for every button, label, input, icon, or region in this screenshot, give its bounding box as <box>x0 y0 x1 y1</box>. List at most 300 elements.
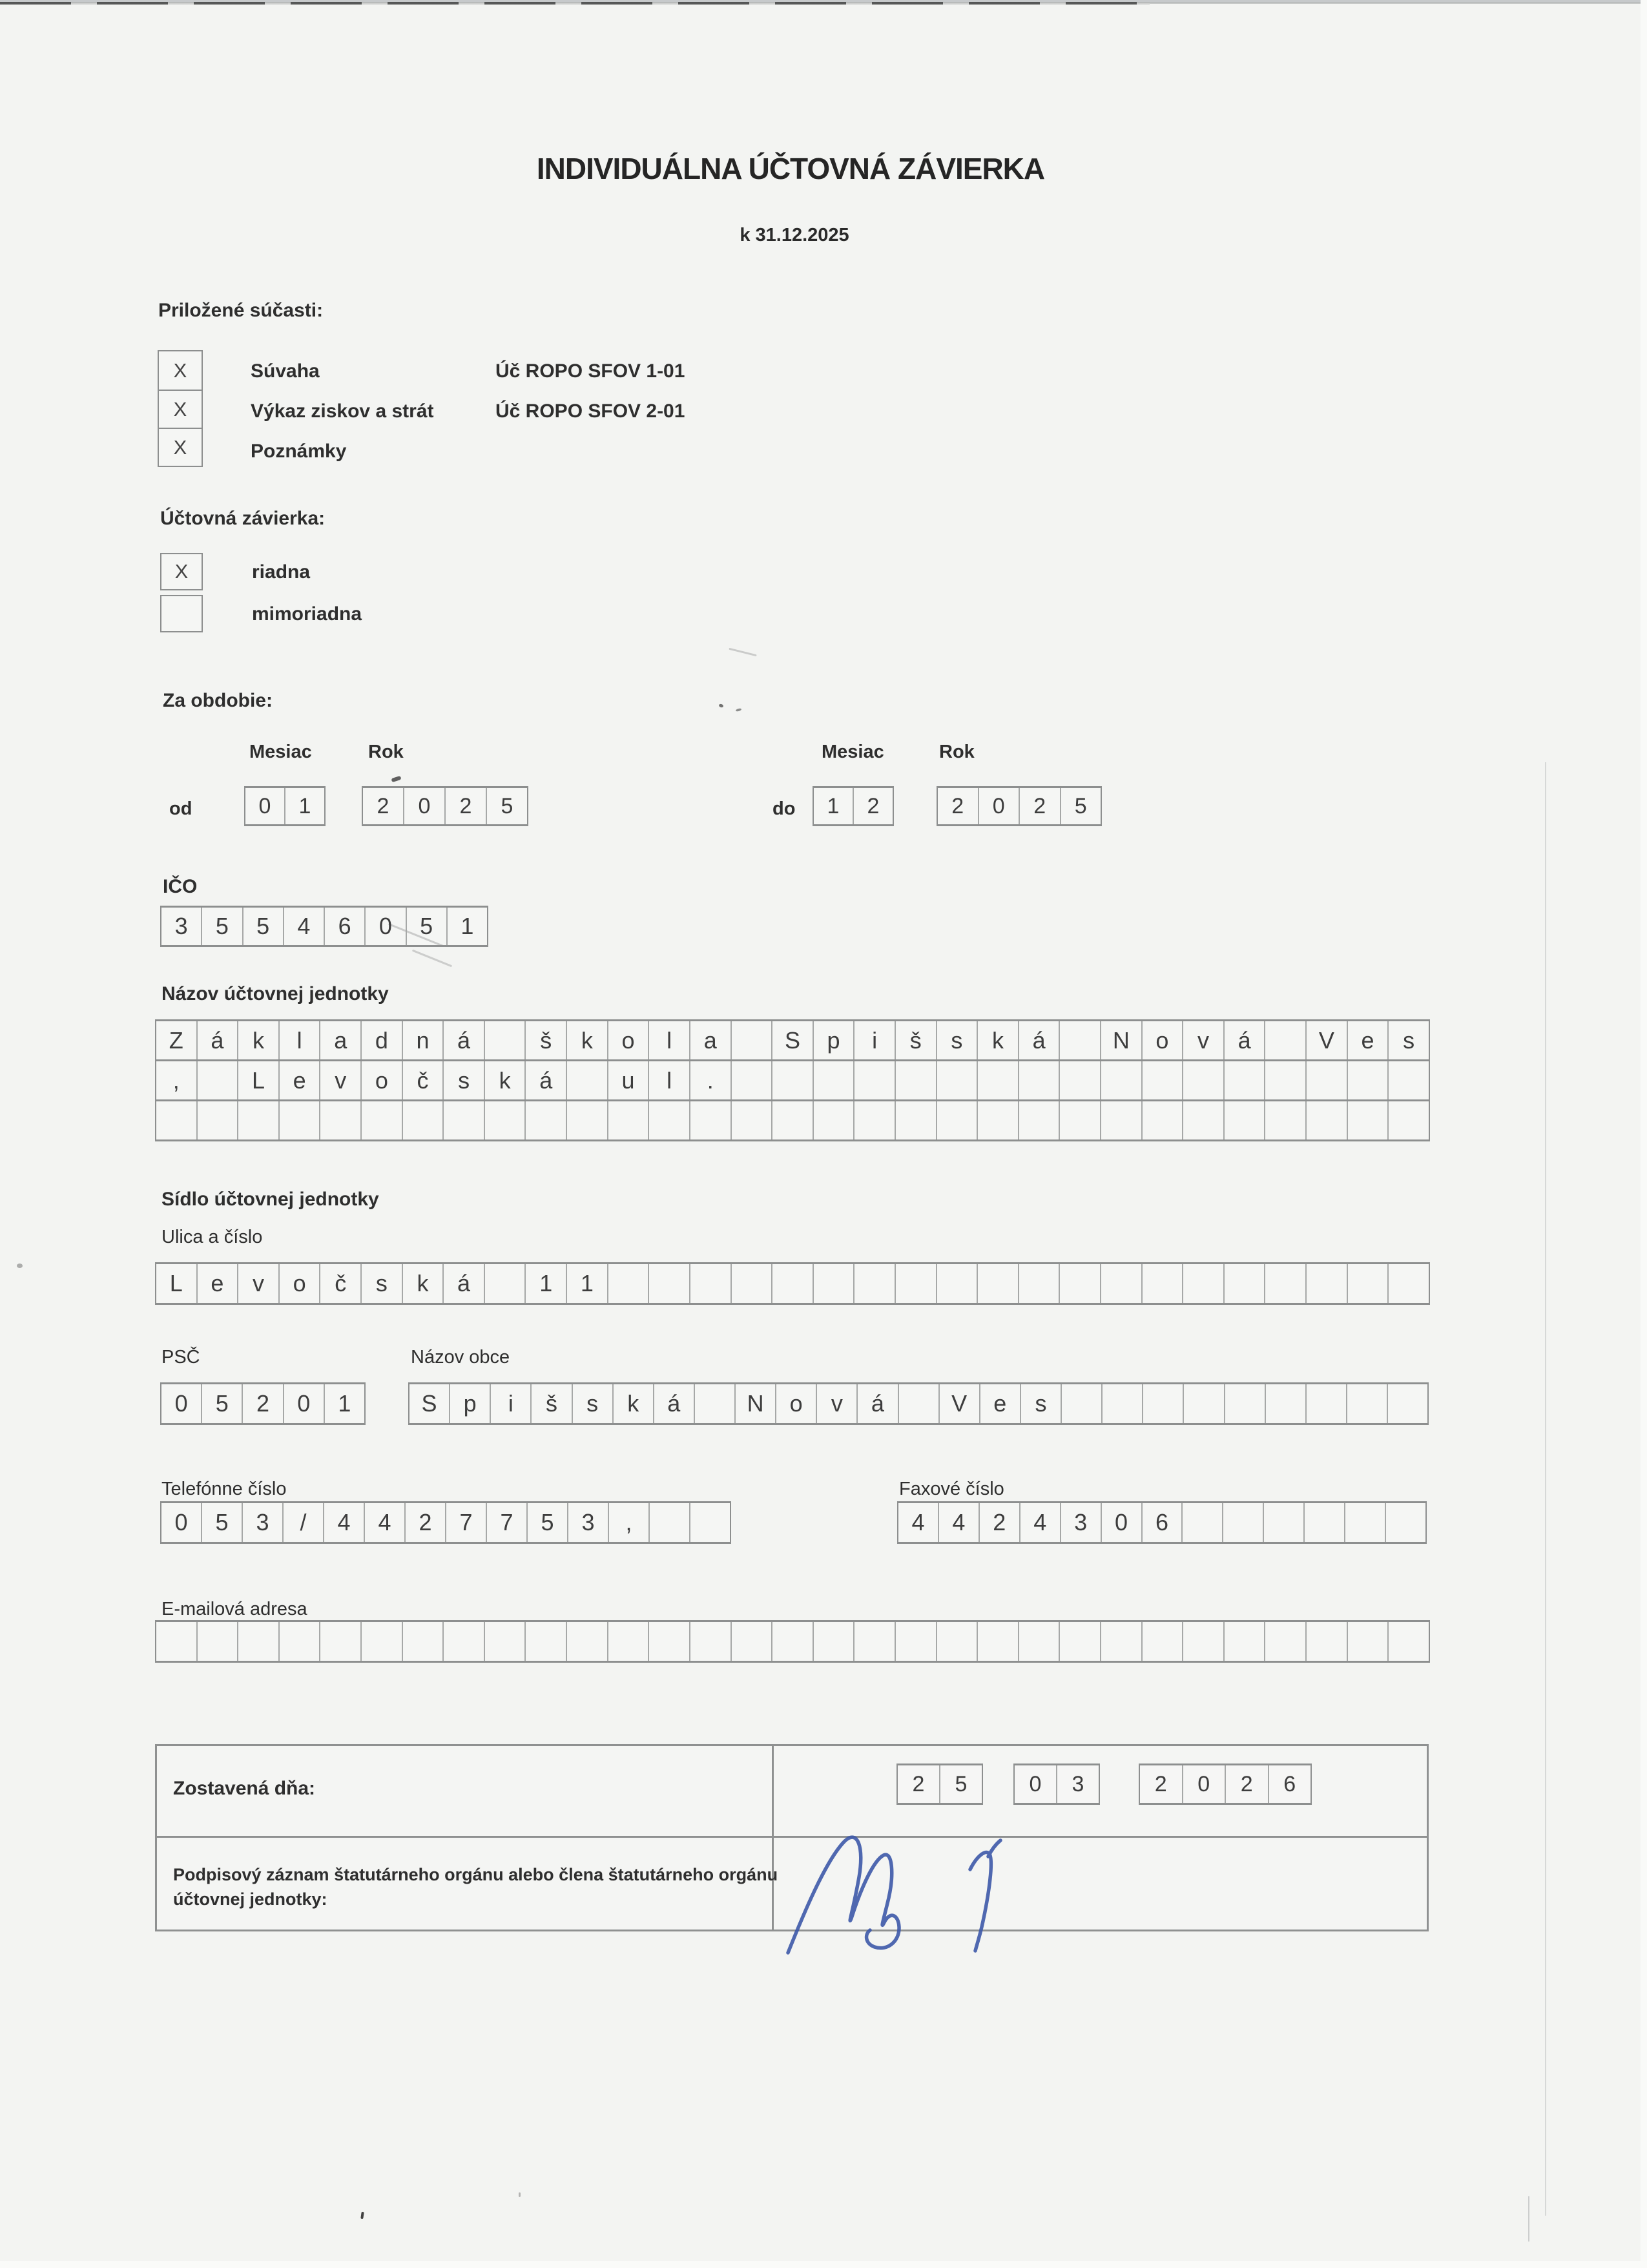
char-cell: 5 <box>201 1503 242 1542</box>
char-cell <box>1387 1384 1427 1423</box>
char-cell <box>607 1622 648 1661</box>
char-cell: 5 <box>486 788 527 824</box>
char-cell: , <box>608 1503 648 1542</box>
char-cell <box>607 1101 648 1139</box>
scan-artifact-speck <box>718 703 723 708</box>
char-cell: 2 <box>242 1384 282 1423</box>
char-cell <box>853 1264 895 1303</box>
char-cell <box>1141 1622 1183 1661</box>
char-cell: L <box>237 1061 278 1099</box>
char-cell: o <box>1141 1021 1183 1059</box>
char-cell <box>1223 1101 1265 1139</box>
char-cell: / <box>282 1503 323 1542</box>
char-cell <box>1101 1384 1142 1423</box>
char-cell: k <box>977 1021 1018 1059</box>
char-cell <box>936 1101 977 1139</box>
char-cell <box>689 1622 730 1661</box>
char-cell: 2 <box>1019 788 1060 824</box>
char-cell <box>771 1061 813 1099</box>
entity-name-row1-grid <box>155 1019 1430 1061</box>
scan-artifact-line <box>1545 762 1546 2216</box>
char-cell <box>1223 1061 1265 1099</box>
char-cell <box>402 1622 443 1661</box>
char-cell: 2 <box>1225 1765 1268 1803</box>
char-cell <box>1263 1503 1303 1542</box>
char-cell: á <box>653 1384 694 1423</box>
char-cell: a <box>689 1021 730 1059</box>
attachment-label-vykaz: Výkaz ziskov a strát <box>251 401 434 422</box>
char-cell: s <box>442 1061 484 1099</box>
char-cell: 0 <box>1182 1765 1225 1803</box>
char-cell <box>853 1101 895 1139</box>
char-cell <box>1018 1264 1059 1303</box>
char-cell <box>1346 1384 1387 1423</box>
char-cell <box>1100 1264 1141 1303</box>
entity-name-row3-grid <box>155 1099 1430 1141</box>
char-cell: a <box>319 1021 360 1059</box>
char-cell: 0 <box>174 1509 188 1535</box>
char-cell <box>1344 1503 1385 1542</box>
char-cell: 2 <box>404 1503 445 1542</box>
char-cell <box>1181 1503 1222 1542</box>
char-cell <box>1183 1384 1223 1423</box>
char-cell: č <box>402 1061 443 1099</box>
char-cell: k <box>566 1021 607 1059</box>
city-grid <box>408 1382 1429 1425</box>
char-cell <box>196 1622 238 1661</box>
label-mimoriadna: mimoriadna <box>252 603 362 625</box>
char-cell <box>895 1101 936 1139</box>
char-cell: 2 <box>912 1771 925 1796</box>
char-cell: š <box>530 1384 571 1423</box>
char-cell: 0 <box>258 793 271 818</box>
char-cell: 1 <box>566 1264 607 1303</box>
scan-artifact-speck <box>360 2212 364 2219</box>
char-cell <box>278 1101 320 1139</box>
char-cell: š <box>895 1021 936 1059</box>
email-grid <box>155 1620 1430 1663</box>
char-cell: p <box>449 1384 490 1423</box>
char-cell <box>1303 1503 1344 1542</box>
char-cell <box>1100 1061 1141 1099</box>
char-cell <box>694 1384 734 1423</box>
char-cell <box>196 1061 238 1099</box>
char-cell <box>648 1503 689 1542</box>
attachments-checkbox-column <box>158 350 203 467</box>
zip-grid <box>160 1382 366 1425</box>
char-cell <box>402 1101 443 1139</box>
char-cell: o <box>278 1264 320 1303</box>
char-cell <box>484 1622 525 1661</box>
char-cell <box>1387 1061 1429 1099</box>
char-cell <box>1347 1101 1388 1139</box>
char-cell: k <box>484 1061 525 1099</box>
char-cell <box>1264 1101 1305 1139</box>
char-cell: 5 <box>526 1503 567 1542</box>
char-cell: o <box>360 1061 402 1099</box>
attachment-label-poznamky: Poznámky <box>251 441 347 462</box>
scan-artifact-bottom-strip <box>0 2261 1647 2268</box>
char-cell: 0 <box>978 788 1019 824</box>
char-cell <box>895 1264 936 1303</box>
char-cell <box>1059 1021 1100 1059</box>
char-cell <box>730 1264 772 1303</box>
char-cell <box>484 1101 525 1139</box>
char-cell: 2 <box>951 793 964 818</box>
char-cell <box>360 1622 402 1661</box>
scan-artifact-top-edge-line <box>0 2 1150 5</box>
char-cell <box>689 1264 730 1303</box>
char-cell <box>1264 1622 1305 1661</box>
char-cell <box>1182 1101 1223 1139</box>
char-cell <box>196 1101 238 1139</box>
char-cell: s <box>360 1264 402 1303</box>
attachment-code-vykaz: Úč ROPO SFOV 2-01 <box>495 401 685 422</box>
char-cell: Z <box>169 1026 183 1054</box>
char-cell <box>1182 1622 1223 1661</box>
char-cell <box>853 1061 895 1099</box>
char-cell <box>1305 1384 1346 1423</box>
char-cell: . <box>689 1061 730 1099</box>
char-cell <box>1018 1061 1059 1099</box>
char-cell <box>730 1622 772 1661</box>
char-cell: e <box>1347 1021 1388 1059</box>
char-cell <box>730 1061 772 1099</box>
char-cell <box>895 1622 936 1661</box>
table-horizontal-divider <box>157 1836 1427 1838</box>
char-cell: 5 <box>406 908 446 945</box>
ico-label: IČO <box>163 876 198 897</box>
as-of-date: k 31.12.2025 <box>740 225 849 245</box>
char-cell: p <box>813 1021 854 1059</box>
char-cell: 5 <box>242 908 283 945</box>
char-cell <box>977 1264 1018 1303</box>
char-cell: i <box>490 1384 530 1423</box>
zip-label: PSČ <box>161 1347 200 1368</box>
char-cell <box>1305 1264 1347 1303</box>
char-cell: 5 <box>201 908 242 945</box>
char-cell: e <box>278 1061 320 1099</box>
char-cell <box>1059 1622 1100 1661</box>
ico-grid <box>160 906 488 947</box>
char-cell: 2 <box>1154 1771 1167 1796</box>
to-year-grid <box>937 786 1102 826</box>
char-cell <box>1018 1101 1059 1139</box>
char-cell: á <box>856 1384 897 1423</box>
char-cell: e <box>196 1264 238 1303</box>
checkbox-poznamky: X <box>159 428 202 466</box>
char-cell: á <box>442 1264 484 1303</box>
signature-label-line2: účtovnej jednotky: <box>173 1889 327 1909</box>
phone-label: Telefónne číslo <box>161 1479 287 1499</box>
char-cell: l <box>278 1021 320 1059</box>
char-cell: 5 <box>201 1384 242 1423</box>
from-month-label: Mesiac <box>249 742 312 762</box>
scan-artifact-dot <box>17 1264 23 1268</box>
char-cell: 6 <box>324 908 364 945</box>
char-cell: 4 <box>911 1509 925 1535</box>
char-cell: s <box>936 1021 977 1059</box>
char-cell <box>237 1101 278 1139</box>
char-cell: á <box>1018 1021 1059 1059</box>
to-year-label: Rok <box>939 742 975 762</box>
char-cell: 0 <box>1101 1503 1141 1542</box>
char-cell <box>813 1264 854 1303</box>
char-cell: 3 <box>567 1503 608 1542</box>
char-cell <box>771 1264 813 1303</box>
drawn-up-day-grid <box>896 1763 983 1805</box>
char-cell: o <box>607 1021 648 1059</box>
scan-artifact-right-strip <box>1641 0 1647 2268</box>
char-cell: 2 <box>444 788 486 824</box>
char-cell <box>1264 1061 1305 1099</box>
checkbox-mimoriadna <box>160 595 203 632</box>
phone-grid <box>160 1501 731 1544</box>
from-year-label: Rok <box>368 742 404 762</box>
char-cell: 2 <box>377 793 389 818</box>
scan-artifact-smudge <box>412 950 452 968</box>
char-cell <box>813 1622 854 1661</box>
fax-grid <box>897 1501 1427 1544</box>
char-cell <box>1141 1061 1183 1099</box>
char-cell <box>813 1101 854 1139</box>
char-cell <box>1387 1101 1429 1139</box>
char-cell <box>1305 1101 1347 1139</box>
char-cell: 4 <box>283 908 324 945</box>
char-cell: 1 <box>284 788 324 824</box>
char-cell: e <box>979 1384 1020 1423</box>
char-cell <box>1265 1384 1305 1423</box>
char-cell: 4 <box>1019 1503 1060 1542</box>
char-cell <box>689 1503 730 1542</box>
checkbox-riadna: X <box>160 553 203 590</box>
char-cell: v <box>319 1061 360 1099</box>
char-cell <box>689 1101 730 1139</box>
char-cell <box>1224 1384 1265 1423</box>
char-cell: l <box>648 1021 689 1059</box>
char-cell: á <box>524 1061 566 1099</box>
char-cell <box>1223 1264 1265 1303</box>
signature-label-line1: Podpisový záznam štatutárneho orgánu alebo člena štatutárneho orgánu <box>173 1865 778 1884</box>
drawn-up-month-grid <box>1013 1763 1100 1805</box>
entity-name-row2-grid <box>155 1059 1430 1101</box>
char-cell: S <box>421 1390 437 1417</box>
char-cell: o <box>775 1384 816 1423</box>
char-cell: 3 <box>174 913 188 939</box>
char-cell <box>1387 1264 1429 1303</box>
char-cell <box>977 1622 1018 1661</box>
char-cell <box>1305 1061 1347 1099</box>
char-cell <box>1100 1622 1141 1661</box>
char-cell <box>648 1622 689 1661</box>
char-cell <box>1305 1622 1347 1661</box>
char-cell: v <box>816 1384 856 1423</box>
entity-name-label: Názov účtovnej jednotky <box>161 983 389 1004</box>
char-cell: S <box>771 1021 813 1059</box>
char-cell: 0 <box>283 1384 324 1423</box>
char-cell: 7 <box>486 1503 526 1542</box>
char-cell: 0 <box>1029 1771 1042 1796</box>
char-cell: 2 <box>979 1503 1019 1542</box>
char-cell <box>1347 1622 1388 1661</box>
char-cell: 1 <box>827 793 840 818</box>
char-cell <box>237 1622 278 1661</box>
char-cell: k <box>612 1384 653 1423</box>
char-cell: l <box>648 1061 689 1099</box>
char-cell <box>1059 1264 1100 1303</box>
char-cell: á <box>442 1021 484 1059</box>
char-cell <box>1347 1264 1388 1303</box>
char-cell <box>977 1101 1018 1139</box>
street-label: Ulica a číslo <box>161 1227 263 1247</box>
char-cell: k <box>237 1021 278 1059</box>
char-cell <box>853 1622 895 1661</box>
char-cell: 2 <box>853 788 893 824</box>
char-cell: N <box>1100 1021 1141 1059</box>
char-cell: i <box>853 1021 895 1059</box>
char-cell: 5 <box>1060 788 1101 824</box>
from-label: od <box>169 798 192 819</box>
char-cell: V <box>938 1384 979 1423</box>
label-riadna: riadna <box>252 561 311 583</box>
char-cell: N <box>734 1384 775 1423</box>
char-cell <box>977 1061 1018 1099</box>
drawn-up-year-grid <box>1139 1763 1312 1805</box>
char-cell: k <box>402 1264 443 1303</box>
char-cell <box>1347 1061 1388 1099</box>
char-cell <box>1223 1622 1265 1661</box>
char-cell: n <box>402 1021 443 1059</box>
fax-label: Faxové číslo <box>899 1479 1004 1499</box>
char-cell: 1 <box>524 1264 566 1303</box>
char-cell: V <box>1305 1021 1347 1059</box>
char-cell <box>566 1061 607 1099</box>
char-cell <box>1182 1061 1223 1099</box>
char-cell <box>1141 1101 1183 1139</box>
from-year-grid <box>362 786 528 826</box>
char-cell <box>1385 1503 1425 1542</box>
char-cell <box>730 1101 772 1139</box>
char-cell <box>156 1622 196 1661</box>
char-cell <box>1142 1384 1183 1423</box>
char-cell <box>1264 1021 1305 1059</box>
char-cell: L <box>169 1270 183 1296</box>
city-label: Názov obce <box>411 1347 510 1368</box>
char-cell: v <box>1182 1021 1223 1059</box>
char-cell <box>484 1021 525 1059</box>
char-cell <box>156 1101 196 1139</box>
char-cell: 4 <box>938 1503 979 1542</box>
char-cell: s <box>572 1384 612 1423</box>
to-month-grid <box>813 786 894 826</box>
char-cell <box>813 1061 854 1099</box>
char-cell: 7 <box>445 1503 486 1542</box>
char-cell: s <box>1387 1021 1429 1059</box>
to-label: do <box>772 798 796 819</box>
char-cell: v <box>237 1264 278 1303</box>
char-cell: 0 <box>174 1390 188 1417</box>
address-heading: Sídlo účtovnej jednotky <box>161 1189 379 1210</box>
char-cell <box>1061 1384 1101 1423</box>
char-cell <box>524 1622 566 1661</box>
street-grid <box>155 1262 1430 1305</box>
char-cell: 6 <box>1141 1503 1182 1542</box>
char-cell <box>1141 1264 1183 1303</box>
char-cell <box>524 1101 566 1139</box>
char-cell <box>936 1264 977 1303</box>
char-cell <box>1059 1101 1100 1139</box>
char-cell: 0 <box>403 788 444 824</box>
char-cell <box>936 1622 977 1661</box>
char-cell: , <box>172 1066 180 1094</box>
char-cell <box>1100 1101 1141 1139</box>
char-cell <box>1222 1503 1263 1542</box>
scan-artifact-top-edge-tail <box>1150 2 1647 4</box>
checkbox-suvaha: X <box>173 359 187 382</box>
char-cell <box>1059 1061 1100 1099</box>
char-cell: 1 <box>324 1384 364 1423</box>
char-cell: 0 <box>364 908 405 945</box>
char-cell: 4 <box>323 1503 364 1542</box>
attachment-code-suvaha: Úč ROPO SFOV 1-01 <box>495 360 685 382</box>
char-cell <box>936 1061 977 1099</box>
period-heading: Za obdobie: <box>163 690 273 711</box>
char-cell <box>319 1101 360 1139</box>
attachments-heading: Priložené súčasti: <box>158 300 324 321</box>
char-cell: s <box>1020 1384 1061 1423</box>
char-cell: 3 <box>242 1503 282 1542</box>
char-cell <box>1018 1622 1059 1661</box>
char-cell <box>771 1622 813 1661</box>
char-cell <box>1182 1264 1223 1303</box>
scan-artifact-speck <box>519 2192 521 2197</box>
char-cell: 3 <box>1060 1503 1101 1542</box>
from-month-grid <box>244 786 326 826</box>
table-vertical-divider <box>772 1746 774 1930</box>
char-cell <box>1264 1264 1305 1303</box>
char-cell: š <box>524 1021 566 1059</box>
char-cell: u <box>607 1061 648 1099</box>
char-cell <box>648 1264 689 1303</box>
scan-artifact-speck <box>736 708 742 712</box>
email-label: E-mailová adresa <box>161 1599 307 1619</box>
char-cell <box>730 1021 772 1059</box>
form-title: INDIVIDUÁLNA ÚČTOVNÁ ZÁVIERKA <box>536 152 1045 185</box>
char-cell <box>484 1264 525 1303</box>
char-cell <box>898 1384 938 1423</box>
char-cell: 1 <box>446 908 487 945</box>
char-cell <box>895 1061 936 1099</box>
char-cell <box>648 1101 689 1139</box>
char-cell <box>360 1101 402 1139</box>
to-month-label: Mesiac <box>822 742 884 762</box>
char-cell <box>319 1622 360 1661</box>
char-cell: 6 <box>1268 1765 1311 1803</box>
char-cell <box>278 1622 320 1661</box>
char-cell <box>1387 1622 1429 1661</box>
char-cell: 3 <box>1056 1765 1099 1803</box>
char-cell <box>442 1101 484 1139</box>
char-cell: d <box>360 1021 402 1059</box>
char-cell: č <box>319 1264 360 1303</box>
char-cell: 4 <box>364 1503 404 1542</box>
closing-heading: Účtovná závierka: <box>160 508 326 529</box>
char-cell <box>771 1101 813 1139</box>
scan-artifact-smudge <box>729 648 756 657</box>
checkbox-vykaz: X <box>159 390 202 428</box>
char-cell: 5 <box>939 1765 982 1803</box>
char-cell <box>566 1101 607 1139</box>
